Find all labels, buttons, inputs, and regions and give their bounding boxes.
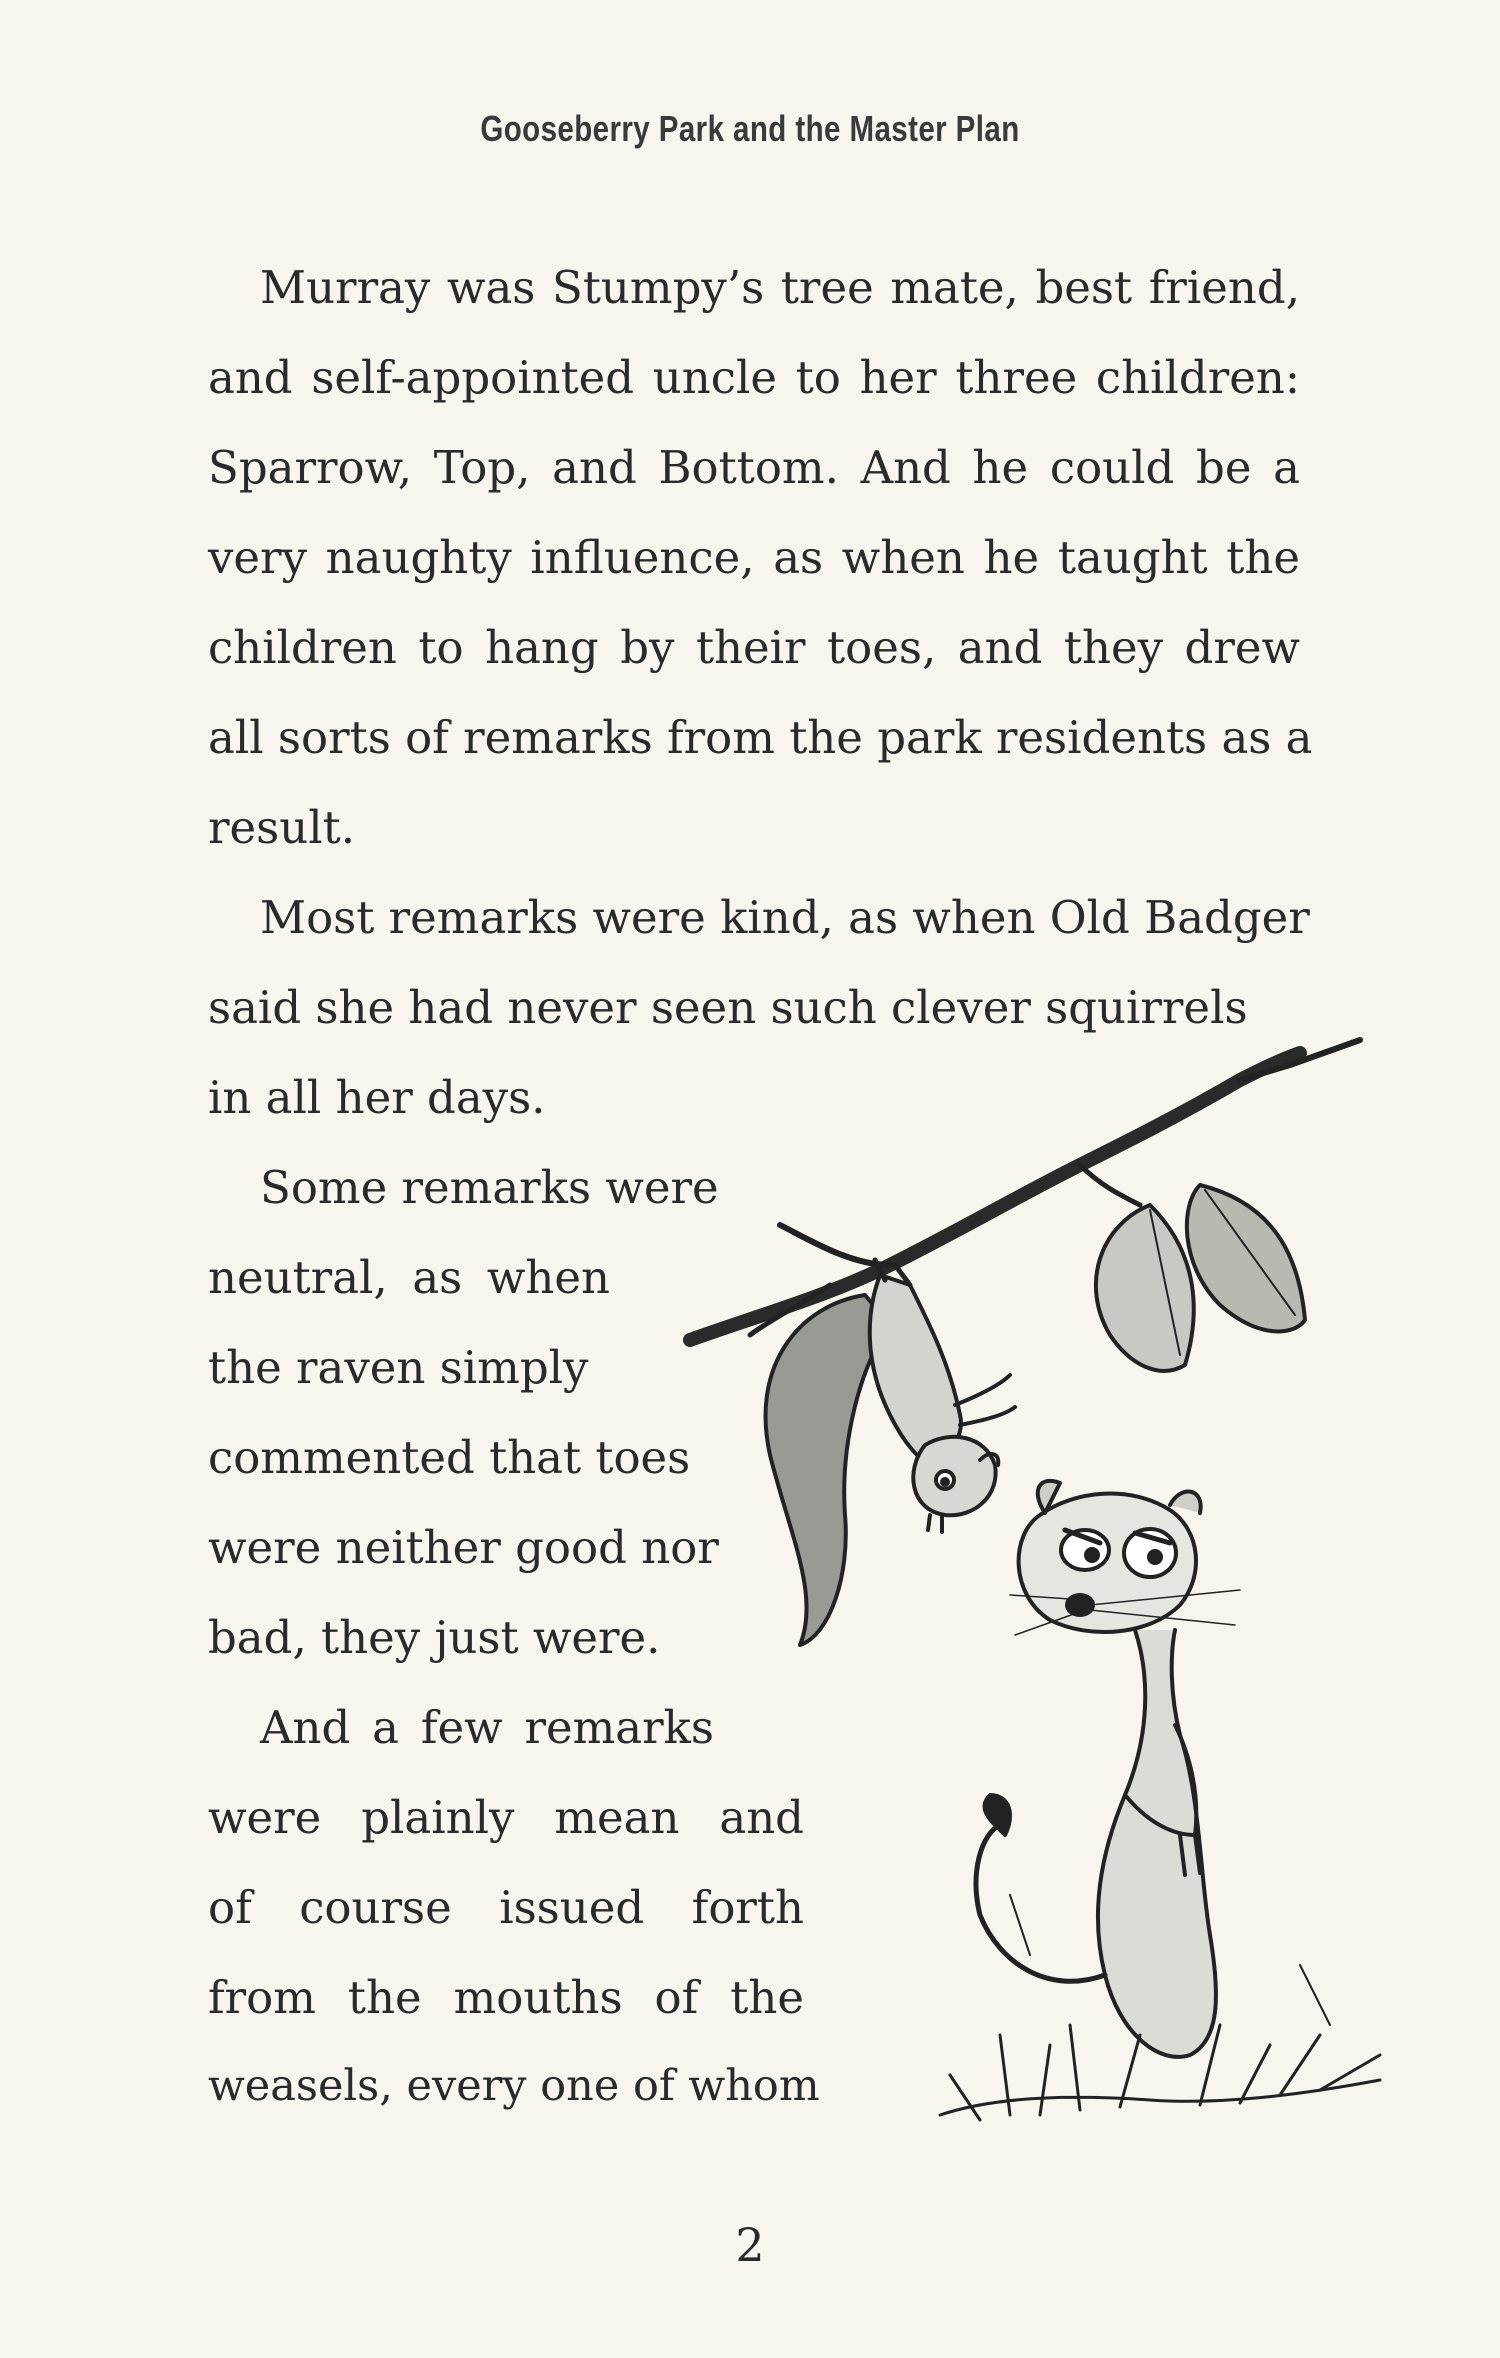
text-line: in all her days.	[208, 1071, 546, 1124]
text-line: And a few remarks	[260, 1701, 714, 1754]
text-line: weasels, every one of whom	[208, 2061, 820, 2111]
text-line: said she had never seen such clever squirrels	[208, 981, 1248, 1034]
text-line: and self-appointed uncle to her three children:	[208, 351, 1300, 404]
text-line: neutral, as when	[208, 1251, 610, 1304]
squirrel-weasel-illustration	[680, 1035, 1440, 2165]
text-line: Some remarks were	[260, 1161, 719, 1214]
text-line: of course issued forth	[208, 1881, 804, 1934]
text-line: commented that toes	[208, 1431, 691, 1484]
text-line: Murray was Stumpy’s tree mate, best friend,	[260, 261, 1300, 314]
weasel-tail	[976, 1825, 1105, 1981]
weasel-body	[1098, 1630, 1216, 2057]
text-line: result.	[208, 801, 355, 854]
text-line: were plainly mean and	[208, 1791, 804, 1844]
running-header: Gooseberry Park and the Master Plan	[480, 108, 1020, 149]
text-line: very naughty influence, as when he taught the	[208, 531, 1300, 584]
text-line: the raven simply	[208, 1341, 589, 1394]
text-line: bad, they just were.	[208, 1611, 661, 1664]
text-line: children to hang by their toes, and they drew	[208, 621, 1300, 674]
text-line: Most remarks were kind, as when Old Badger	[260, 891, 1310, 944]
text-line: all sorts of remarks from the park residents as a	[208, 711, 1313, 764]
text-line: Sparrow, Top, and Bottom. And he could be a	[208, 441, 1300, 494]
text-line: from the mouths of the	[208, 1971, 804, 2024]
page-number: 2	[735, 2218, 765, 2272]
leaf	[1187, 1185, 1305, 1331]
text-line: were neither good nor	[208, 1521, 719, 1574]
